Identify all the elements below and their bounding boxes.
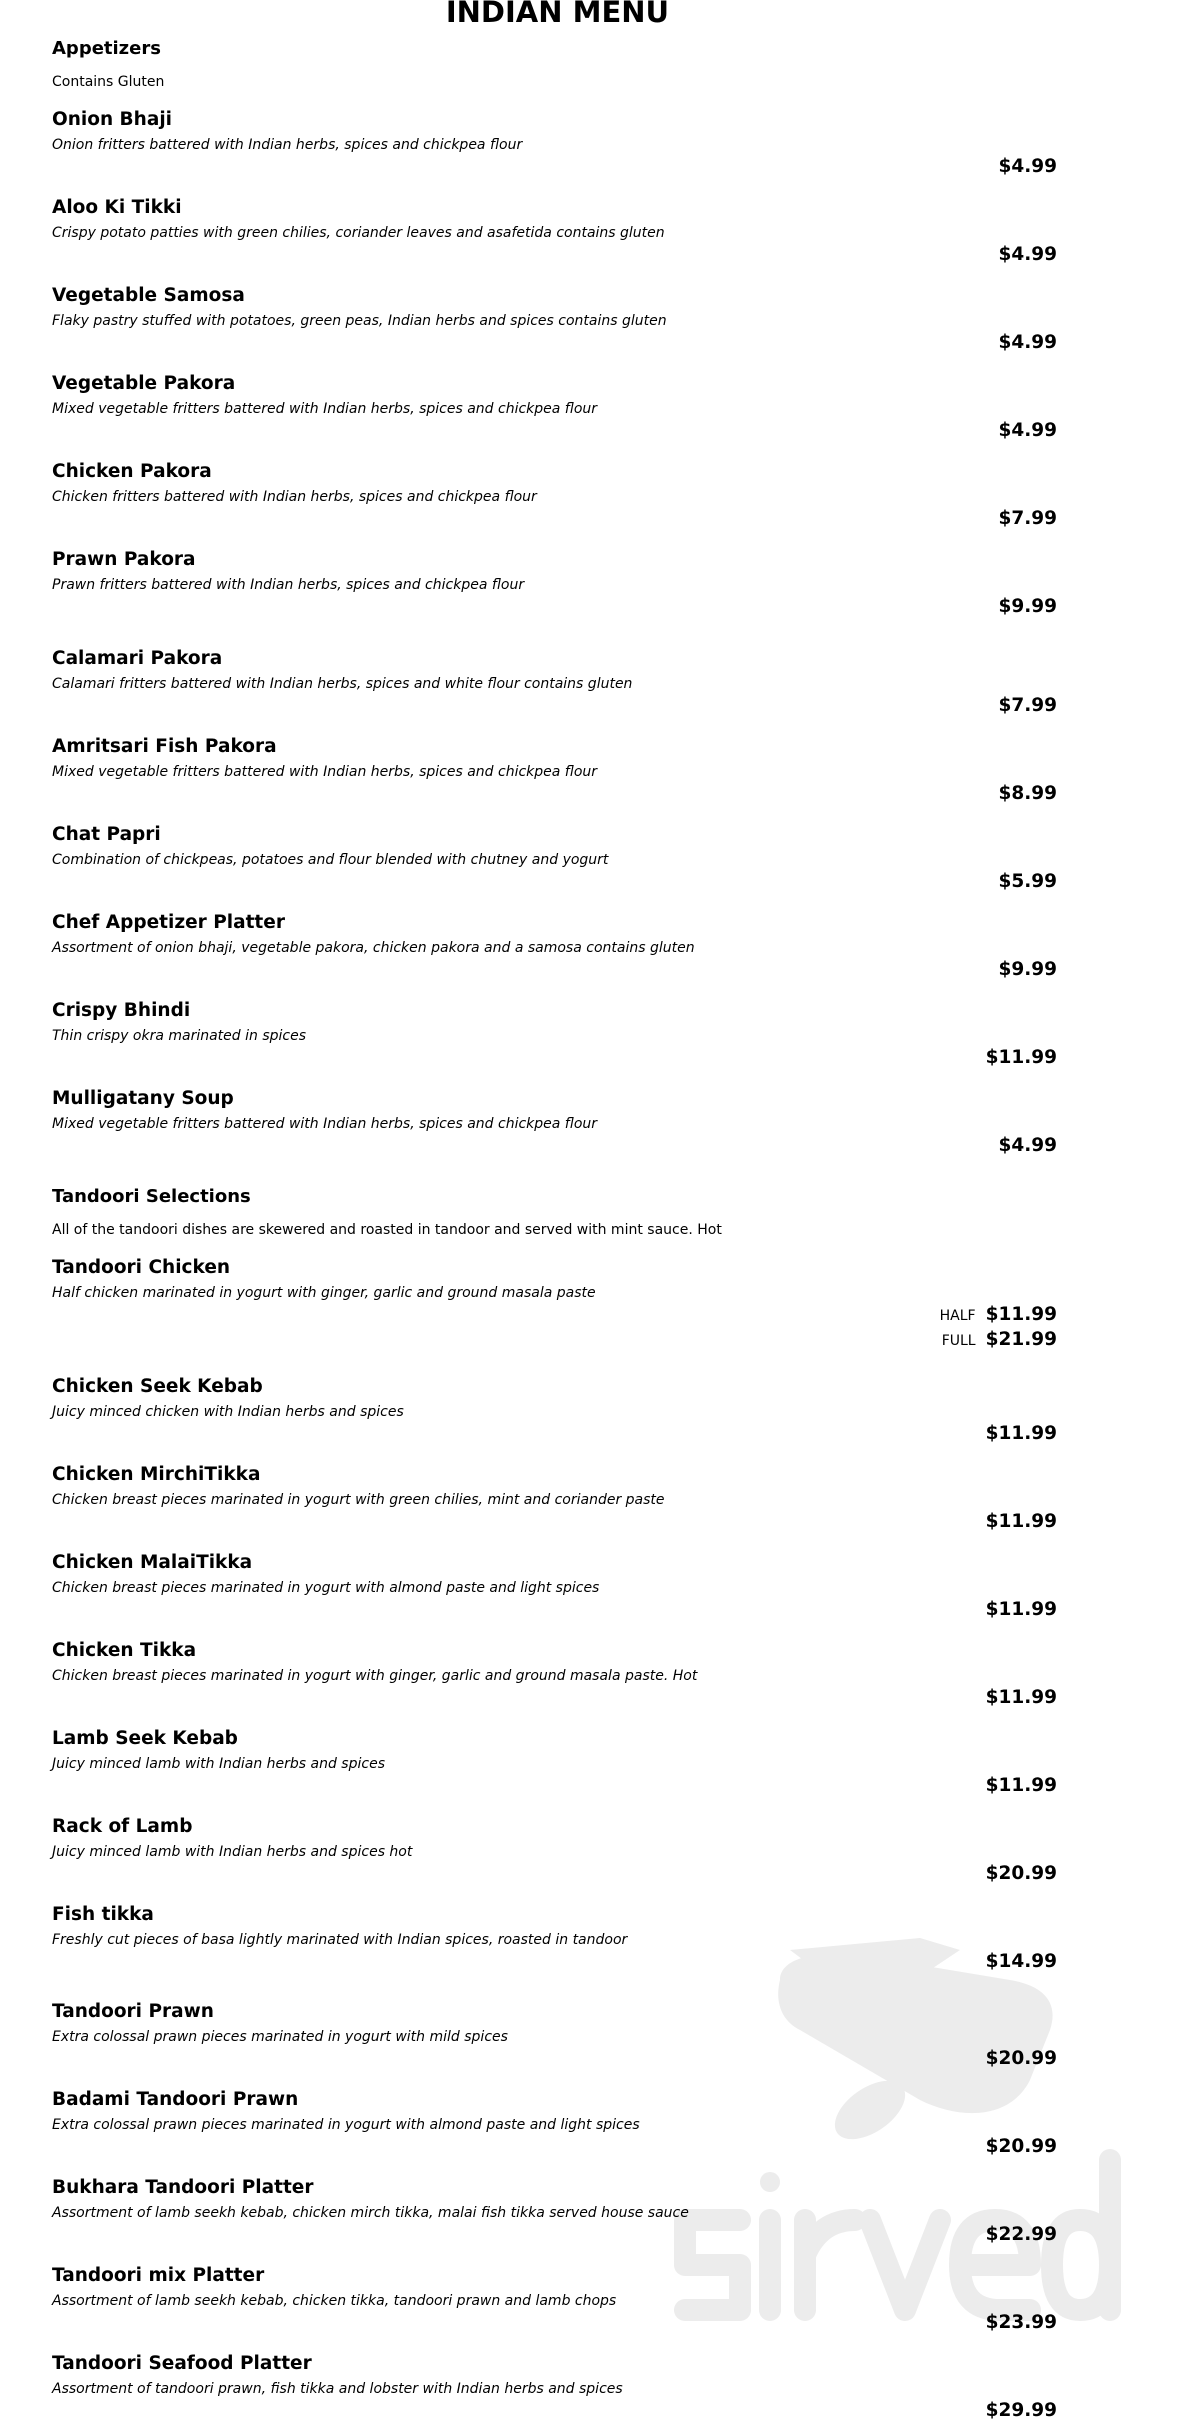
item-name: Onion Bhaji (52, 109, 172, 130)
item-price (986, 2399, 1057, 2423)
price-value: $4.99 (998, 244, 1057, 265)
item-price (998, 155, 1057, 179)
section-note: Contains Gluten (52, 74, 165, 90)
item-name: Bukhara Tandoori Platter (52, 2177, 314, 2198)
item-price (986, 1046, 1057, 1070)
price-value: $8.99 (998, 783, 1057, 804)
price-value: $9.99 (998, 959, 1057, 980)
item-price (986, 1950, 1057, 1974)
price-value: $23.99 (985, 2312, 1057, 2333)
item-name: Chat Papri (52, 824, 161, 845)
item-name: Tandoori mix Platter (52, 2265, 265, 2286)
price-value: $11.99 (985, 1511, 1057, 1532)
item-description: Mixed vegetable fritters battered with Indian herbs, spices and chickpea flour (52, 764, 598, 780)
item-name: Amritsari Fish Pakora (52, 736, 277, 757)
price-value: $29.99 (985, 2400, 1057, 2421)
menu-title: INDIAN MENU (445, 0, 670, 29)
item-description: Chicken fritters battered with Indian herbs, spices and chickpea flour (52, 489, 537, 505)
item-description: Assortment of lamb seekh kebab, chicken mirch tikka, malai fish tikka served house sauce (52, 2205, 689, 2221)
item-price (986, 2311, 1057, 2335)
item-name: Aloo Ki Tikki (52, 197, 182, 218)
section-note: All of the tandoori dishes are skewered and roasted in tandoor and served with mint sauce. Hot (52, 1222, 722, 1238)
item-price (998, 595, 1057, 619)
item-name: Chicken Tikka (52, 1640, 197, 1661)
item-description: Half chicken marinated in yogurt with ginger, garlic and ground masala paste (52, 1285, 596, 1301)
item-price (998, 243, 1057, 267)
price-value: $20.99 (985, 1863, 1057, 1884)
price-value: $4.99 (998, 1135, 1057, 1156)
item-description: Chicken breast pieces marinated in yogurt with ginger, garlic and ground masala paste. Hot (52, 1668, 698, 1684)
item-description: Calamari fritters battered with Indian herbs, spices and white flour contains gluten (52, 676, 633, 692)
price-value: $11.99 (985, 1047, 1057, 1068)
item-price (986, 1862, 1057, 1886)
sirved-watermark-logo (660, 1920, 1140, 2340)
price-value: $11.99 (985, 1423, 1057, 1444)
item-description: Mixed vegetable fritters battered with Indian herbs, spices and chickpea flour (52, 1116, 598, 1132)
price-value: $14.99 (985, 1951, 1057, 1972)
item-description: Onion fritters battered with Indian herbs, spices and chickpea flour (52, 137, 523, 153)
item-description: Combination of chickpeas, potatoes and flour blended with chutney and yogurt (52, 852, 609, 868)
price-value: $11.99 (985, 1304, 1057, 1325)
price-value: $9.99 (998, 596, 1057, 617)
item-price (998, 782, 1057, 806)
item-description: Assortment of onion bhaji, vegetable pakora, chicken pakora and a samosa contains gluten (52, 940, 695, 956)
item-description: Crispy potato patties with green chilies, coriander leaves and asafetida contains gluten (52, 225, 665, 241)
item-description: Chicken breast pieces marinated in yogurt with green chilies, mint and coriander paste (52, 1492, 665, 1508)
price-value: $4.99 (998, 420, 1057, 441)
item-name: Chicken MalaiTikka (52, 1552, 253, 1573)
item-name: Lamb Seek Kebab (52, 1728, 238, 1749)
item-description: Flaky pastry stuffed with potatoes, green peas, Indian herbs and spices contains gluten (52, 313, 667, 329)
item-price (986, 1774, 1057, 1798)
item-name: Chef Appetizer Platter (52, 912, 285, 933)
item-price (986, 1598, 1057, 1622)
item-description: Chicken breast pieces marinated in yogurt with almond paste and light spices (52, 1580, 600, 1596)
price-value: $7.99 (998, 695, 1057, 716)
item-price (986, 2135, 1057, 2159)
price-value: $22.99 (985, 2224, 1057, 2245)
section-heading: Appetizers (52, 38, 161, 59)
item-description: Freshly cut pieces of basa lightly marinated with Indian spices, roasted in tandoor (52, 1932, 628, 1948)
item-price (986, 1686, 1057, 1710)
item-description: Prawn fritters battered with Indian herbs, spices and chickpea flour (52, 577, 525, 593)
item-price (986, 2047, 1057, 2071)
item-description: Assortment of lamb seekh kebab, chicken tikka, tandoori prawn and lamb chops (52, 2293, 617, 2309)
price-value: $11.99 (985, 1775, 1057, 1796)
price-value: $7.99 (998, 508, 1057, 529)
item-price (998, 331, 1057, 355)
item-name: Vegetable Samosa (52, 285, 245, 306)
item-description: Mixed vegetable fritters battered with Indian herbs, spices and chickpea flour (52, 401, 598, 417)
item-price (986, 1422, 1057, 1446)
price-value: $21.99 (985, 1329, 1057, 1350)
item-price (986, 1510, 1057, 1534)
item-price (998, 507, 1057, 531)
item-price (998, 870, 1057, 894)
item-name: Tandoori Prawn (52, 2001, 214, 2022)
item-name: Vegetable Pakora (52, 373, 236, 394)
item-price (986, 2223, 1057, 2247)
price-value: $20.99 (985, 2048, 1057, 2069)
item-description: Extra colossal prawn pieces marinated in yogurt with mild spices (52, 2029, 508, 2045)
item-name: Chicken MirchiTikka (52, 1464, 261, 1485)
item-price (998, 958, 1057, 982)
item-name: Prawn Pakora (52, 549, 196, 570)
price-size-label: HALF (939, 1308, 976, 1324)
item-name: Tandoori Seafood Platter (52, 2353, 312, 2374)
price-value: $4.99 (998, 156, 1057, 177)
price-value: $4.99 (998, 332, 1057, 353)
item-name: Rack of Lamb (52, 1816, 193, 1837)
item-price (998, 694, 1057, 718)
price-value: $11.99 (985, 1599, 1057, 1620)
item-description: Juicy minced chicken with Indian herbs and spices (52, 1404, 404, 1420)
item-price (942, 1328, 1057, 1353)
price-value: $20.99 (985, 2136, 1057, 2157)
item-description: Juicy minced lamb with Indian herbs and spices (52, 1756, 385, 1772)
item-name: Calamari Pakora (52, 648, 223, 669)
item-name: Mulligatany Soup (52, 1088, 234, 1109)
item-name: Chicken Pakora (52, 461, 212, 482)
item-price (998, 1134, 1057, 1158)
item-name: Chicken Seek Kebab (52, 1376, 263, 1397)
price-value: $11.99 (985, 1687, 1057, 1708)
item-price (998, 419, 1057, 443)
item-name: Badami Tandoori Prawn (52, 2089, 299, 2110)
price-size-label: FULL (941, 1333, 976, 1349)
item-name: Tandoori Chicken (52, 1257, 231, 1278)
item-description: Assortment of tandoori prawn, fish tikka and lobster with Indian herbs and spices (52, 2381, 623, 2397)
item-name: Crispy Bhindi (52, 1000, 191, 1021)
item-description: Thin crispy okra marinated in spices (52, 1028, 306, 1044)
item-description: Juicy minced lamb with Indian herbs and spices hot (52, 1844, 413, 1860)
section-heading: Tandoori Selections (52, 1186, 251, 1207)
item-name: Fish tikka (52, 1904, 154, 1925)
item-price (940, 1303, 1057, 1328)
item-description: Extra colossal prawn pieces marinated in yogurt with almond paste and light spices (52, 2117, 640, 2133)
price-value: $5.99 (998, 871, 1057, 892)
